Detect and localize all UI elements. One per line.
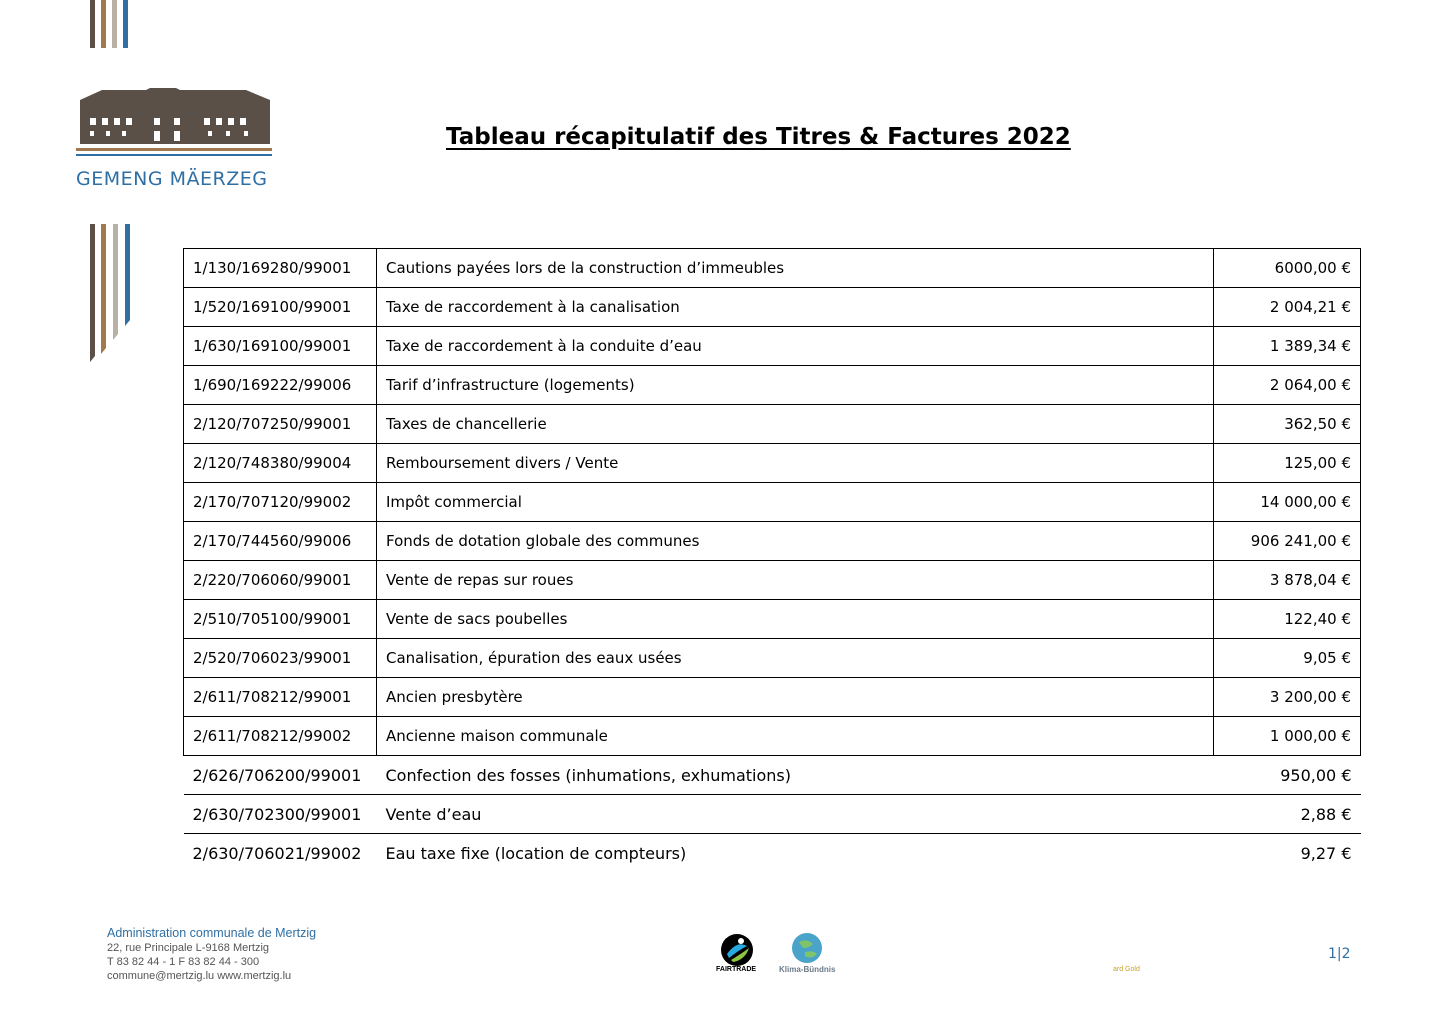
- row-code: 2/611/708212/99002: [184, 717, 377, 756]
- row-code: 2/120/707250/99001: [184, 405, 377, 444]
- table-row: [184, 366, 1361, 405]
- table-row: [184, 717, 1361, 756]
- row-code: 2/510/705100/99001: [184, 600, 377, 639]
- row-code: 2/630/702300/99001: [184, 795, 377, 834]
- row-label: Vente de repas sur roues: [377, 561, 1214, 600]
- row-code: 2/520/706023/99001: [184, 639, 377, 678]
- page-number: 1|2: [1328, 946, 1351, 962]
- row-amount: 362,50 €: [1214, 405, 1361, 444]
- row-amount: 122,40 €: [1214, 600, 1361, 639]
- table-row: [184, 522, 1361, 561]
- row-amount: 14 000,00 €: [1214, 483, 1361, 522]
- row-label: Taxe de raccordement à la canalisation: [377, 288, 1214, 327]
- stripe-grey: [112, 0, 117, 48]
- table-row: [184, 795, 1361, 834]
- row-code: 2/626/706200/99001: [184, 756, 377, 795]
- row-amount: 2 064,00 €: [1214, 366, 1361, 405]
- row-code: 1/520/169100/99001: [184, 288, 377, 327]
- side-stripes-decoration: [86, 224, 138, 364]
- stripe-blue: [123, 0, 128, 48]
- row-label: Remboursement divers / Vente: [377, 444, 1214, 483]
- row-code: 2/170/744560/99006: [184, 522, 377, 561]
- footer-address-block: [107, 926, 316, 983]
- klima-buendnis-icon: [791, 932, 823, 964]
- row-amount: 906 241,00 €: [1214, 522, 1361, 561]
- titres-table: [183, 248, 1361, 872]
- row-amount: 3 200,00 €: [1214, 678, 1361, 717]
- row-code: 1/690/169222/99006: [184, 366, 377, 405]
- row-amount: 2 004,21 €: [1214, 288, 1361, 327]
- row-label: Confection des fosses (inhumations, exhumations): [377, 756, 1214, 795]
- row-code: 2/630/706021/99002: [192, 843, 362, 863]
- table-row: [184, 561, 1361, 600]
- table-row: [184, 405, 1361, 444]
- footer-contact: commune@mertzig.lu www.mertzig.lu: [107, 970, 292, 982]
- table-row: [184, 249, 1361, 288]
- table-body: [184, 249, 1361, 873]
- row-label: Canalisation, épuration des eaux usées: [377, 639, 1214, 678]
- page-title: Tableau récapitulatif des Titres & Factures 2022: [446, 124, 1071, 150]
- row-label: Taxes de chancellerie: [377, 405, 1214, 444]
- row-amount: 9,05 €: [1214, 639, 1361, 678]
- gold-label: ard Gold: [1113, 966, 1140, 973]
- row-code: 1/130/169280/99001: [184, 249, 377, 288]
- row-amount: 2,88 €: [1214, 795, 1361, 834]
- row-label: Taxe de raccordement à la conduite d’eau: [377, 327, 1214, 366]
- klima-buendnis-label: Klima-Bündnis: [779, 965, 836, 974]
- stripe-brown: [101, 0, 106, 48]
- row-label: Ancienne maison communale: [377, 717, 1214, 756]
- row-label: Eau taxe fixe (location de compteurs): [385, 843, 687, 863]
- table-row: [184, 834, 1361, 873]
- row-label: Fonds de dotation globale des communes: [377, 522, 1214, 561]
- footer-street: 22, rue Principale L-9168 Mertzig: [107, 942, 270, 954]
- row-label: Impôt commercial: [377, 483, 1214, 522]
- row-amount: 1 389,34 €: [1214, 327, 1361, 366]
- footer-phone: T 83 82 44 - 1 F 83 82 44 - 300: [107, 956, 260, 968]
- row-label: Cautions payées lors de la construction d’immeubles: [377, 249, 1214, 288]
- row-label: Vente de sacs poubelles: [377, 600, 1214, 639]
- row-code: 1/630/169100/99001: [184, 327, 377, 366]
- table-row: [184, 600, 1361, 639]
- row-amount: 3 878,04 €: [1214, 561, 1361, 600]
- table-row: [184, 483, 1361, 522]
- row-code: 2/611/708212/99001: [184, 678, 377, 717]
- row-code: 2/220/706060/99001: [184, 561, 377, 600]
- row-label: Ancien presbytère: [377, 678, 1214, 717]
- row-code: 2/120/748380/99004: [184, 444, 377, 483]
- table-row: [184, 678, 1361, 717]
- table-row: [184, 327, 1361, 366]
- top-stripes-decoration: [88, 0, 138, 48]
- logo-wordmark: GEMENG MÄERZEG: [76, 168, 268, 190]
- fairtrade-label: FAIRTRADE: [716, 966, 757, 973]
- row-amount: 6000,00 €: [1214, 249, 1361, 288]
- row-code: 2/170/707120/99002: [184, 483, 377, 522]
- table-row: [184, 756, 1361, 795]
- row-amount: 9,27 €: [1300, 843, 1352, 863]
- table-row: [184, 444, 1361, 483]
- table-row: [184, 639, 1361, 678]
- row-label: Tarif d’infrastructure (logements): [377, 366, 1214, 405]
- table-row: [184, 288, 1361, 327]
- footer-org-name: Administration communale de Mertzig: [107, 926, 317, 940]
- stripe-dark: [90, 0, 95, 48]
- row-label: Vente d’eau: [377, 795, 1214, 834]
- row-amount: 125,00 €: [1214, 444, 1361, 483]
- row-amount: 950,00 €: [1214, 756, 1361, 795]
- row-amount: 1 000,00 €: [1214, 717, 1361, 756]
